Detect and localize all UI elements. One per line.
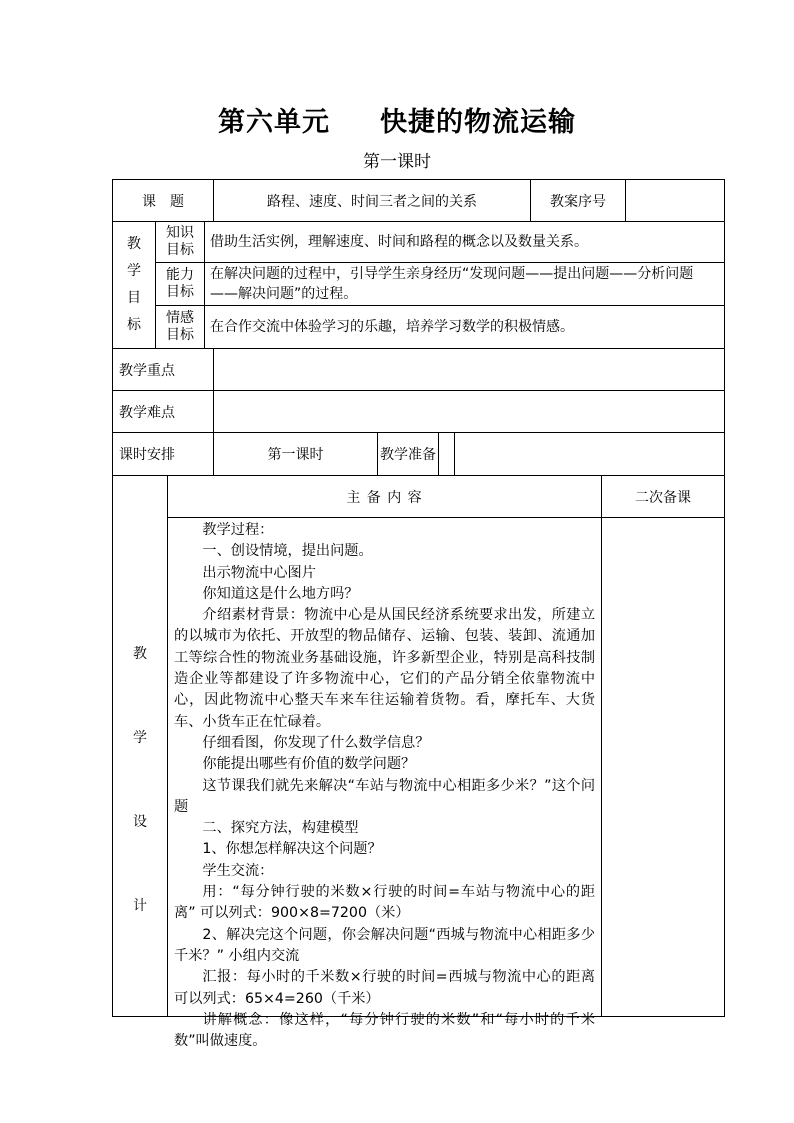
content-paragraph: 2、解决完这个问题，你会解决问题“西城与物流中心相距多少千米？” 小组内交流 [174, 926, 596, 964]
schedule-row [113, 433, 725, 476]
content-paragraph: 教学过程： [202, 522, 274, 538]
key-points-value [214, 349, 725, 391]
prep-label: 教学准备 [380, 447, 436, 463]
key-points-label: 教学重点 [113, 349, 214, 391]
schedule-value: 第一课时 [214, 433, 378, 475]
schedule-value-cell [214, 433, 439, 476]
goal-text-knowledge: 借助生活实例，理解速度、时间和路程的概念以及数量关系。 [205, 222, 725, 263]
content-paragraph: 仔细看图，你发现了什么数学信息？ [202, 734, 430, 751]
design-content-row [113, 518, 725, 1017]
goal-row-knowledge [113, 222, 725, 263]
content-paragraph: 出示物流中心图片 [202, 564, 316, 581]
unit-topic-title: 快捷的物流运输 [380, 107, 576, 138]
content-paragraph: 用：“每分钟行驶的米数×行驶的时间=车站与物流中心的距离” 可以列式：900×8=7200（米） [174, 884, 596, 922]
second-prep-body [602, 518, 725, 1017]
second-prep-header: 二次备课 [602, 476, 725, 518]
goal-row-emotion [113, 306, 725, 349]
topic-label: 课 题 [113, 180, 214, 222]
goal-text-emotion: 在合作交流中体验学习的乐趣，培养学习数学的积极情感。 [205, 306, 725, 349]
schedule-label: 课时安排 [113, 433, 214, 476]
teaching-design-label: 教 学 设 计 [113, 476, 168, 1017]
topic-row [113, 180, 725, 222]
topic-value: 路程、速度、时间三者之间的关系 [214, 180, 531, 222]
difficulties-row [113, 391, 725, 433]
goal-row-ability [113, 263, 725, 306]
lesson-plan-table [112, 179, 725, 1050]
teaching-goals-label: 教 学 目 标 [113, 222, 156, 349]
difficulties-value [214, 391, 725, 433]
prep-value-cell [439, 433, 725, 476]
key-points-row [113, 349, 725, 391]
content-paragraph: 汇报：每小时的千米数×行驶的时间=西城与物流中心的距离 可以列式：65×4=260（千米） [174, 969, 596, 1007]
goal-label-knowledge: 知识目标 [156, 222, 205, 263]
content-paragraph: 1、你想怎样解决这个问题？ [202, 841, 382, 858]
content-paragraph: 你能提出哪些有价值的数学问题？ [202, 756, 416, 773]
plan-number-cell [531, 180, 725, 222]
content-paragraph: 介绍素材背景：物流中心是从国民经济系统要求出发，所建立的以城市为依托、开放型的物品储存、运输、包装、装卸、流通加工等综合性的物流业务基础设施，许多新型企业，特别是高科技制造企业等都建设了许多物流中心，它们的产品分销全依靠物流中心，因此物流中心整天车来车往运输着货物。看，摩托车、大货车、小货车正在忙碌着。 [174, 607, 596, 730]
goal-text-ability: 在解决问题的过程中，引导学生亲身经历“发现问题——提出问题——分析问题——解决问题”的过程。 [205, 263, 725, 306]
unit-title: 第六单元 [218, 107, 330, 138]
content-paragraph: 你知道这是什么地方吗？ [202, 585, 359, 602]
main-content-body [168, 518, 602, 1050]
content-paragraph: 这节课我们就先来解决“车站与物流中心相距多少米？”这个问题 [174, 777, 596, 815]
content-paragraph: 一、创设情境，提出问题。 [202, 543, 373, 560]
design-header-row [113, 476, 725, 518]
content-paragraph: 学生交流： [202, 862, 274, 879]
content-paragraph: 讲解概念：像这样，“每分钟行驶的米数”和“每小时的千米数”叫做速度。 [174, 1011, 596, 1050]
lesson-subtitle: 第一课时 [363, 152, 431, 172]
goal-label-emotion: 情感目标 [156, 306, 205, 349]
plan-number-label: 教案序号 [531, 180, 626, 221]
difficulties-label: 教学难点 [113, 391, 214, 433]
main-content-header: 主 备 内 容 [168, 476, 602, 518]
page-title [0, 100, 794, 139]
prep-value [455, 433, 724, 475]
content-paragraph: 二、探究方法，构建模型 [202, 820, 359, 837]
goal-label-ability: 能力目标 [156, 263, 205, 306]
plan-number-value [626, 180, 724, 221]
